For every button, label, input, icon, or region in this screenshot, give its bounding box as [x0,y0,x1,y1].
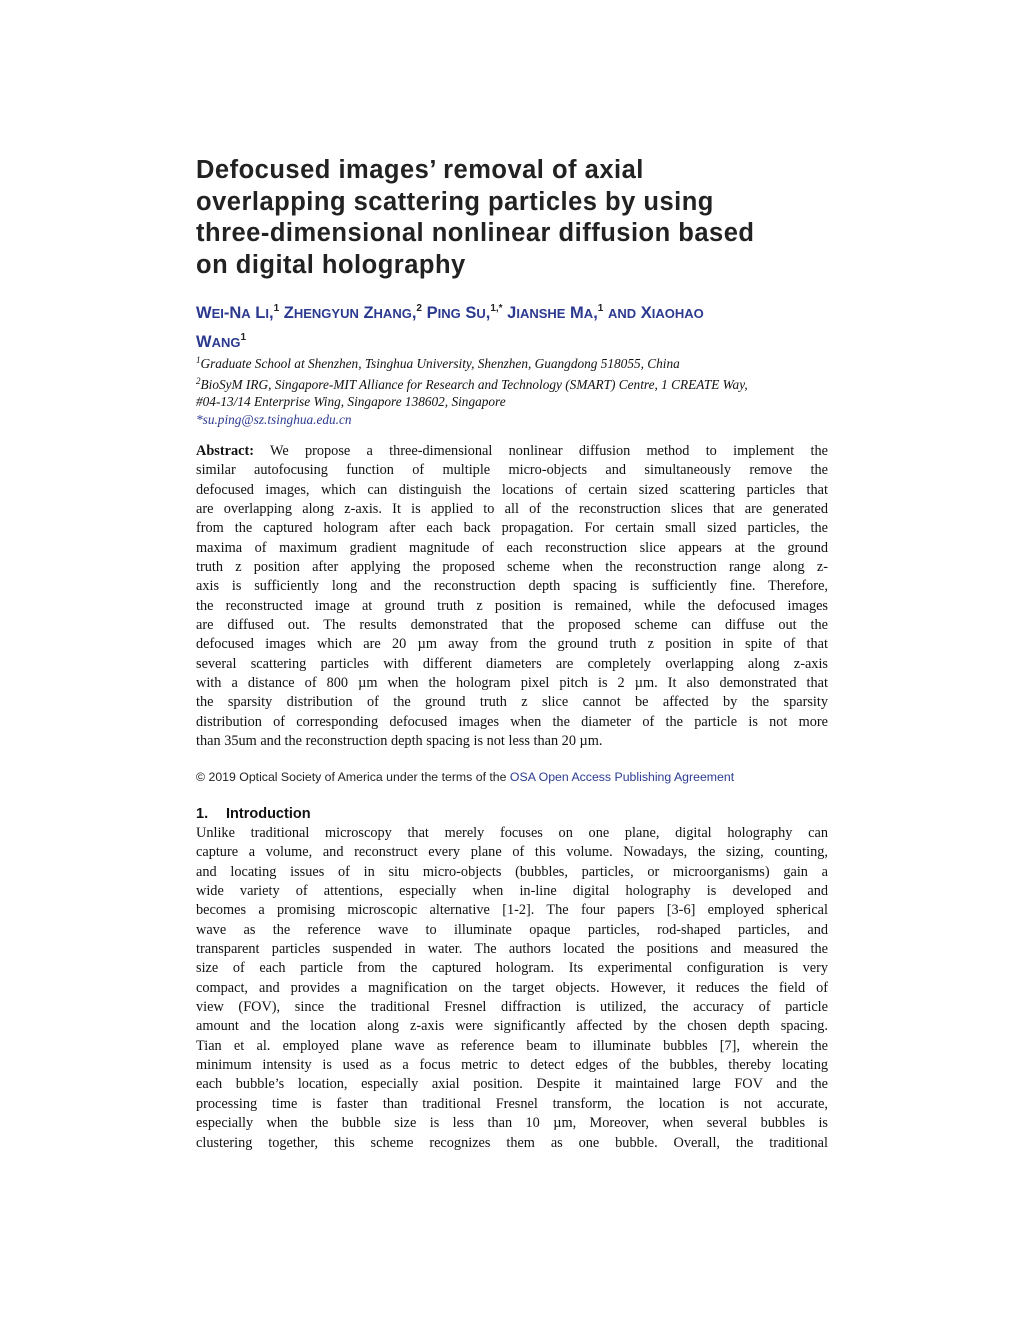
abstract-label: Abstract: [196,443,254,459]
abstract-line: axis is sufficiently long and the reconstruction depth spacing is sufficiently fine. Therefore, [196,578,828,595]
author-name: XIAOHAO WANG$^1$ [196,304,704,351]
affiliations [196,352,836,428]
abstract [196,442,828,752]
section-title: Introduction [226,806,311,822]
abstract-line: truth z position after applying the proposed scheme when the reconstruction range along z- [196,559,828,576]
intro-line: processing time is faster than traditional Fresnel transform, the location is not accurate, [196,1095,828,1112]
intro-line: view (FOV), since the traditional Fresnel diffraction is utilized, the accuracy of particle [196,999,828,1016]
affiliation: $^1$Graduate School at Shenzhen, Tsinghua University, Shenzhen, Guangdong 518055, China [196,355,680,371]
abstract-line: distribution of corresponding defocused images when the diameter of the particle is not more [196,713,828,730]
abstract-line: similar autofocusing function of multiple micro-objects and simultaneously remove the [196,462,828,479]
intro-line: wave as the reference wave to illuminate opaque particles, rod-shaped particles, and [196,921,828,938]
intro-line: amount and the location along z-axis were significantly affected by the chosen depth spacing. [196,1018,828,1035]
abstract-line: Abstract: We propose a three-dimensional nonlinear diffusion method to implement the [196,443,828,459]
section-number: 1. [196,806,209,822]
section-heading [196,805,311,824]
intro-line: transparent particles suspended in water. The authors located the positions and measured the [196,941,828,958]
abstract-line: are overlapping along z-axis. It is applied to all of the reconstruction slices that are generated [196,501,828,518]
abstract-line: than 35um and the reconstruction depth spacing is not less than 20 µm. [196,733,603,750]
affiliation: #04-13/14 Enterprise Wing, Singapore 138602, Singapore [196,394,506,410]
title-line: Defocused images’ removal of axial [196,156,644,184]
author-name: WEI-NA LI,$^1$ [196,303,280,322]
license-link[interactable]: OSA Open Access Publishing Agreement [509,770,735,784]
intro-line: Tian et al. employed plane wave as reference beam to illuminate bubbles [7], wherein the [196,1037,828,1054]
author-name: ZHENGYUN ZHANG,$^2$ [283,303,422,322]
intro-line: capture a volume, and reconstruct every plane of this volume. Nowadays, the sizing, counting, [196,844,828,861]
title-line: three-dimensional nonlinear diffusion based [196,219,755,247]
abstract-line: are diffused out. The results demonstrated that the proposed scheme can diffuse out the [196,617,828,634]
intro-line: and locating issues of in situ micro-objects (bubbles, particles, or microorganisms) gain a [196,863,828,880]
author-list [196,297,836,355]
author-name: PING SU,$^{1,*}$ [426,303,503,322]
title-line: on digital holography [196,250,466,279]
intro-line: each bubble’s location, especially axial position. Despite it maintained large FOV and the [196,1076,828,1093]
intro-line: compact, and provides a magnification on the target objects. However, it reduces the field of [196,979,828,996]
intro-line: size of each particle from the captured hologram. Its experimental configuration is very [196,960,828,977]
abstract-line: defocused images which are 20 µm away from the ground truth z position in spite of that [196,636,828,653]
title-line: overlapping scattering particles by using [196,187,714,216]
intro-line: especially when the bubble size is less than 10 µm, Moreover, when several bubbles is [196,1115,828,1132]
abstract-line: defocused images, which can distinguish the locations of certain sized scattering particles that [196,481,828,498]
abstract-line: the reconstructed image at ground truth z position is remained, while the defocused images [196,597,828,614]
abstract-line: several scattering particles with different diameters are completely overlapping along z-axis [196,655,828,672]
intro-line: Unlike traditional microscopy that merely focuses on one plane, digital holography can [196,825,828,841]
introduction-text [196,824,828,1153]
intro-line: minimum intensity is used as a focus metric to detect edges of the bubbles, thereby locating [196,1057,828,1074]
abstract-line: maxima of maximum gradient magnitude of each reconstruction slice appears at the ground [196,539,828,556]
author-and: AND [607,306,637,321]
copyright-notice: © 2019 Optical Society of America under the terms of the OSA Open Access Publishing Agreement [196,770,735,784]
abstract-line: with a distance of 800 µm when the hologram pixel pitch is 2 µm. It also demonstrated that [196,675,828,692]
intro-line: becomes a promising microscopic alternative [1-2]. The four papers [3-6] employed spherical [196,902,828,919]
abstract-line: from the captured hologram after each back propagation. For certain small sized particles, the [196,520,828,537]
affiliation: $^2$BioSyM IRG, Singapore-MIT Alliance for Research and Technology (SMART) Centre, 1 CREATE Way, [196,375,748,392]
corresponding-email-link[interactable]: *su.ping@sz.tsinghua.edu.cn [196,411,352,427]
paper-title [196,155,836,281]
abstract-line: the sparsity distribution of the ground truth z slice cannot be affected by the sparsity [196,694,828,711]
intro-line: clustering together, this scheme recognizes them as one bubble. Overall, the traditional [196,1134,828,1151]
author-name: JIANSHE MA,$^1$ [507,303,604,322]
intro-line: wide variety of attentions, especially when in-line digital holography is developed and [196,883,828,900]
